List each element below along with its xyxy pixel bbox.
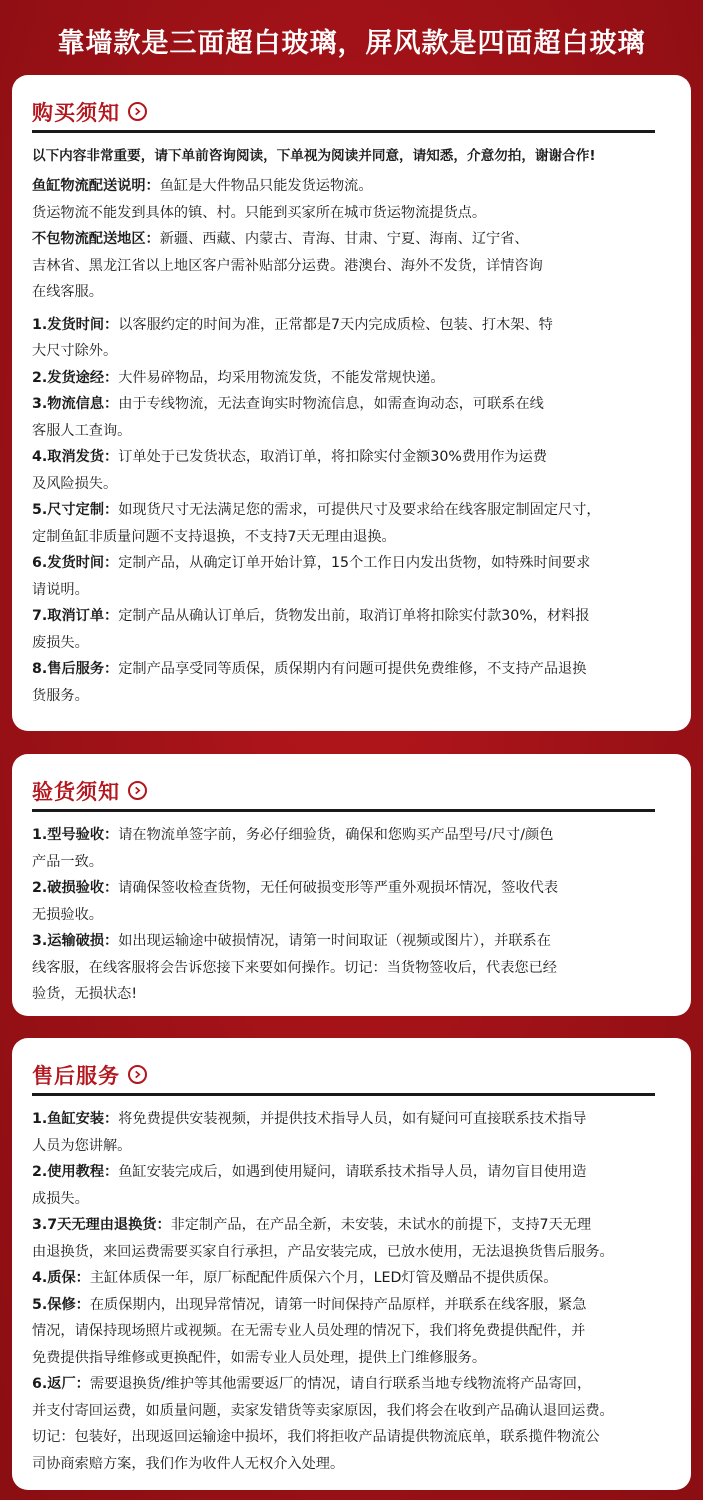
chevron-right-circle-icon	[128, 1065, 147, 1084]
list-item	[32, 497, 673, 550]
item-continuation: 司协商索赔方案，我们作为收件人无权介入处理。	[32, 1455, 345, 1472]
item-continuation: 情况，请保持现场照片或视频。在无需专业人员处理的情况下，我们将免费提供配件，并	[32, 1323, 586, 1339]
shipping-description	[32, 173, 673, 226]
purchase-header	[32, 93, 655, 133]
item-text: 定制产品，从确定订单开始计算，15个工作日内发出货物，如特殊时间要求	[118, 555, 591, 571]
item-text: 定制产品从确认订单后，货物发出前，取消订单将扣除实付款30%，材料报	[118, 608, 590, 624]
list-item	[32, 928, 673, 1008]
excluded-regions	[32, 226, 673, 306]
item-text: 将免费提供安装视频，并提供技术指导人员，如有疑问可直接联系技术指导	[118, 1111, 587, 1127]
item-label: 6.发货时间：	[32, 555, 119, 571]
item-label: 8.售后服务：	[32, 661, 119, 677]
chevron-right-circle-icon	[128, 102, 147, 121]
item-continuation: 人员为您讲解。	[32, 1137, 132, 1154]
purchase-notice-card	[12, 75, 691, 731]
shipping-line1: 鱼缸是大件物品只能发货运物流。	[159, 178, 373, 194]
item-continuation: 线客服，在线客服将会告诉您接下来要如何操作。切记：当货物签收后，代表您已经	[32, 959, 557, 976]
excluded-line2: 吉林省、黑龙江省以上地区客户需补贴部分运费。港澳台、海外不发货，详情咨询	[32, 257, 543, 274]
list-item	[32, 312, 673, 365]
purchase-title: 购买须知	[32, 100, 120, 125]
item-label: 4.取消发货：	[32, 449, 119, 465]
item-continuation: 由退换货，来回运费需要买家自行承担，产品安装完成，已放水使用，无法退换货售后服务。	[32, 1243, 614, 1260]
item-continuation: 请说明。	[32, 581, 89, 598]
item-continuation: 客服人工查询。	[32, 422, 132, 439]
chevron-right-circle-icon	[128, 781, 147, 800]
aftersales-header	[32, 1056, 655, 1096]
excluded-label: 不包物流配送地区：	[32, 231, 160, 247]
list-item	[32, 1212, 673, 1265]
item-label: 6.返厂：	[32, 1376, 90, 1392]
list-item	[32, 365, 673, 392]
item-label: 3.7天无理由退换货：	[32, 1217, 171, 1233]
item-continuation: 无损验收。	[32, 906, 103, 923]
item-continuation: 定制鱼缸非质量问题不支持退换，不支持7天无理由退换。	[32, 528, 396, 545]
item-text: 在质保期内，出现异常情况，请第一时间保持产品原样，并联系在线客服，紧急	[89, 1296, 587, 1313]
list-item	[32, 875, 673, 928]
item-continuation: 及风险损失。	[32, 475, 118, 492]
item-label: 3.运输破损：	[32, 933, 119, 949]
item-text: 由于专线物流，无法查询实时物流信息，如需查询动态，可联系在线	[118, 396, 544, 412]
item-label: 4.质保：	[32, 1270, 90, 1286]
item-label: 1.鱼缸安装：	[32, 1111, 119, 1127]
item-continuation: 验货，无损状态!	[32, 986, 138, 1002]
banner-title: 靠墙款是三面超白玻璃，屏风款是四面超白玻璃	[57, 27, 646, 59]
item-text: 主缸体质保一年，原厂标配配件质保六个月，LED灯管及赠品不提供质保。	[89, 1270, 558, 1286]
list-item	[32, 1159, 673, 1212]
item-continuation: 货服务。	[32, 687, 89, 704]
item-label: 5.保修：	[32, 1296, 90, 1313]
item-text: 定制产品享受同等质保，质保期内有问题可提供免费维修，不支持产品退换	[118, 661, 587, 677]
aftersales-card	[12, 1038, 691, 1490]
list-item	[32, 391, 673, 444]
item-text: 鱼缸安装完成后，如遇到使用疑问，请联系技术指导人员，请勿盲目使用造	[118, 1164, 587, 1180]
item-label: 1.型号验收：	[32, 827, 119, 843]
excluded-line1: 新疆、西藏、内蒙古、青海、甘肃、宁夏、海南、辽宁省、	[159, 231, 529, 247]
list-item	[32, 1292, 673, 1372]
item-label: 3.物流信息：	[32, 396, 119, 412]
item-text: 请确保签收检查货物，无任何破损变形等严重外观损坏情况，签收代表	[118, 880, 559, 896]
item-text: 大件易碎物品，均采用物流发货，不能发常规快递。	[118, 369, 445, 386]
list-item	[32, 550, 673, 603]
item-continuation: 产品一致。	[32, 853, 103, 870]
item-continuation: 免费提供指导维修或更换配件，如需专业人员处理，提供上门维修服务。	[32, 1349, 487, 1366]
item-continuation: 切记：包装好，出现返回运输途中损坏，我们将拒收产品请提供物流底单，联系揽件物流公	[32, 1429, 600, 1445]
purchase-important-notice: 以下内容非常重要，请下单前咨询阅读，下单视为阅读并同意，请知悉，介意勿拍，谢谢合作!	[32, 148, 596, 164]
item-label: 2.使用教程：	[32, 1164, 119, 1180]
shipping-line2: 货运物流不能发到具体的镇、村。只能到买家所在城市货运物流提货点。	[32, 204, 487, 221]
list-item	[32, 656, 673, 709]
shipping-label: 鱼缸物流配送说明：	[32, 178, 160, 194]
item-label: 2.发货途经：	[32, 369, 119, 386]
item-text: 非定制产品，在产品全新，未安装，未试水的前提下，支持7天无理	[170, 1217, 592, 1233]
list-item	[32, 1371, 673, 1477]
item-continuation: 废损失。	[32, 634, 89, 651]
item-text: 订单处于已发货状态，取消订单，将扣除实付金额30%费用作为运费	[118, 449, 547, 465]
top-banner	[0, 0, 703, 80]
item-label: 5.尺寸定制：	[32, 502, 119, 518]
aftersales-title: 售后服务	[32, 1063, 120, 1088]
item-text: 请在物流单签字前，务必仔细验货，确保和您购买产品型号/尺寸/颜色	[118, 827, 554, 843]
item-text: 如出现运输途中破损情况，请第一时间取证（视频或图片），并联系在	[118, 933, 551, 949]
list-item	[32, 603, 673, 656]
item-continuation: 大尺寸除外。	[32, 343, 118, 359]
inspection-notice-card	[12, 754, 691, 1016]
item-label: 1.发货时间：	[32, 316, 119, 333]
excluded-line3: 在线客服。	[32, 284, 103, 300]
list-item	[32, 822, 673, 875]
list-item	[32, 444, 673, 497]
inspection-title: 验货须知	[32, 779, 120, 804]
item-label: 7.取消订单：	[32, 608, 119, 624]
item-continuation: 成损失。	[32, 1190, 89, 1207]
item-text: 需要退换货/维护等其他需要返厂的情况，请自行联系当地专线物流将产品寄回，	[89, 1376, 592, 1392]
inspection-header	[32, 772, 655, 812]
item-text: 以客服约定的时间为准，正常都是7天内完成质检、包装、打木架、特	[118, 316, 553, 333]
item-text: 如现货尺寸无法满足您的需求，可提供尺寸及要求给在线客服定制固定尺寸，	[118, 502, 601, 518]
item-label: 2.破损验收：	[32, 880, 119, 896]
list-item	[32, 1265, 673, 1292]
list-item	[32, 1106, 673, 1159]
item-continuation: 并支付寄回运费，如质量问题，卖家发错货等卖家原因，我们将会在收到产品确认退回运费。	[32, 1402, 614, 1419]
